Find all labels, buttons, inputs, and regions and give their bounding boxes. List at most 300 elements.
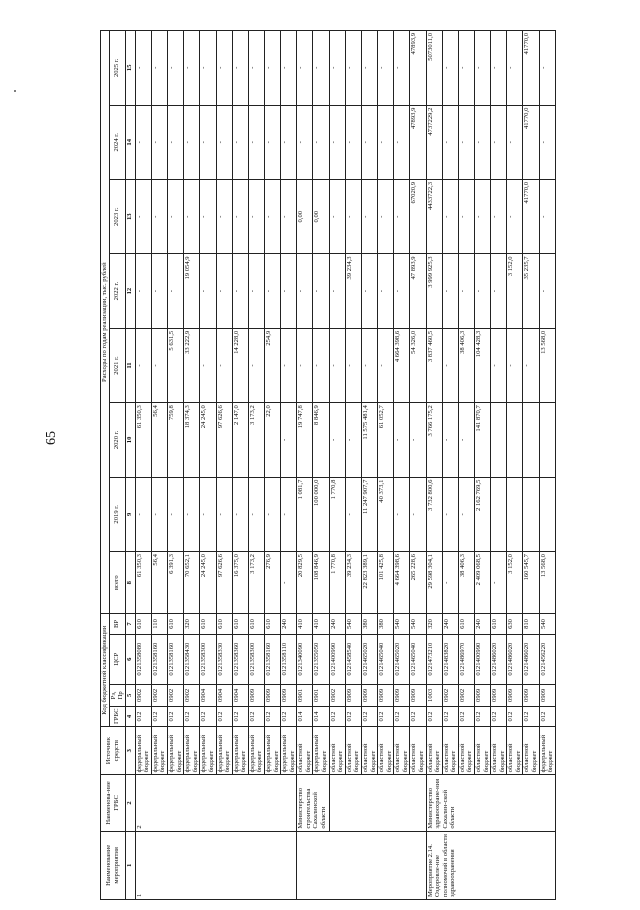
total-cell: 13 568,0 — [539, 552, 555, 614]
grbs-cell: 012 — [507, 706, 523, 726]
year-value-cell: 39 234,3 — [345, 254, 361, 328]
year-value-cell: 19 054,9 — [184, 254, 200, 328]
year-value-cell: - — [232, 254, 248, 328]
header-year: 2020 г. — [109, 403, 125, 477]
year-value-cell: 40 373,1 — [378, 477, 394, 551]
year-value-cell: - — [539, 254, 555, 328]
csr-cell: 0121355050 — [313, 634, 329, 684]
year-value-cell: - — [523, 328, 539, 402]
year-value-cell: - — [200, 105, 216, 179]
header-year: 2019 г. — [109, 477, 125, 551]
column-index-cell: 10 — [125, 403, 135, 477]
table-row — [135, 31, 151, 900]
source-cell: областной бюджет — [523, 727, 539, 775]
vr-cell: 610 — [216, 614, 232, 634]
csr-cell: 0121465020 — [361, 634, 377, 684]
year-value-cell — [491, 477, 507, 551]
year-value-cell: - — [216, 105, 232, 179]
total-cell: 56,4 — [151, 552, 167, 614]
year-value-cell: - — [232, 105, 248, 179]
year-value-cell: - — [329, 328, 345, 402]
column-index-cell: 9 — [125, 477, 135, 551]
header-name: Наименование мероприятия — [101, 831, 126, 899]
year-value-cell: - — [442, 254, 458, 328]
year-value-cell: - — [151, 477, 167, 551]
rzpr-cell: 0909 — [248, 684, 264, 706]
table-row — [264, 31, 280, 900]
year-value-cell: 100 000,0 — [313, 477, 329, 551]
year-value-cell: 4737229,2 — [426, 105, 442, 179]
year-value-cell: 41770,0 — [523, 31, 539, 106]
year-value-cell: - — [491, 180, 507, 254]
year-value-cell: 97 626,6 — [216, 403, 232, 477]
rzpr-cell: 0909 — [281, 684, 297, 706]
csr-cell: 0121340090 — [297, 634, 313, 684]
year-value-cell: - — [264, 180, 280, 254]
total-cell: - — [281, 552, 297, 614]
table-header — [101, 31, 136, 900]
total-cell: 265 228,6 — [410, 552, 426, 614]
total-cell: 108 846,9 — [313, 552, 329, 614]
year-value-cell: - — [329, 403, 345, 477]
csr-cell: 0121358330 — [216, 634, 232, 684]
year-value-cell: - — [442, 328, 458, 402]
year-value-cell: - — [345, 477, 361, 551]
vr-cell: 240 — [281, 614, 297, 634]
total-cell: 61 350,3 — [135, 552, 151, 614]
year-value-cell: 5 631,5 — [168, 328, 184, 402]
rzpr-cell: 0909 — [264, 684, 280, 706]
year-value-cell: - — [135, 254, 151, 328]
year-value-cell — [539, 403, 555, 477]
year-value-cell: - — [507, 180, 523, 254]
year-value-cell: - — [297, 31, 313, 106]
grbs-cell: 012 — [168, 706, 184, 726]
year-value-cell: 5073011,0 — [426, 31, 442, 106]
year-value-cell: - — [507, 31, 523, 106]
csr-cell: 0121465040 — [410, 634, 426, 684]
table-row — [232, 31, 248, 900]
year-value-cell: - — [345, 105, 361, 179]
csr-cell: 0121400990 — [475, 634, 491, 684]
year-value-cell: 35 235,7 — [523, 254, 539, 328]
table-row — [329, 31, 345, 900]
header-total: всего — [109, 552, 125, 614]
header-year: 2024 г. — [109, 105, 125, 179]
year-value-cell: - — [378, 105, 394, 179]
table-row — [248, 31, 264, 900]
grbs-cell: 012 — [491, 706, 507, 726]
year-value-cell: - — [539, 105, 555, 179]
column-index-cell: 8 — [125, 552, 135, 614]
csr-cell: 0121400990 — [329, 634, 345, 684]
year-value-cell: - — [168, 180, 184, 254]
year-value-cell: - — [281, 477, 297, 551]
year-value-cell: - — [313, 254, 329, 328]
year-value-cell: - — [313, 105, 329, 179]
year-value-cell: - — [151, 31, 167, 106]
grbs-cell: 012 — [378, 706, 394, 726]
year-value-cell: - — [361, 105, 377, 179]
year-value-cell: - — [475, 180, 491, 254]
year-value-cell: 41770,0 — [523, 105, 539, 179]
year-value-cell: - — [378, 254, 394, 328]
csr-cell: 0121465040 — [378, 634, 394, 684]
year-value-cell: - — [151, 254, 167, 328]
source-cell: областной бюджет — [297, 727, 313, 775]
grbs-cell: 012 — [264, 706, 280, 726]
rzpr-cell: 0909 — [394, 684, 410, 706]
year-value-cell: - — [378, 31, 394, 106]
rotated-table-wrapper — [100, 30, 630, 900]
grbs-cell: 012 — [200, 706, 216, 726]
table-row — [216, 31, 232, 900]
year-value-cell: 19 747,8 — [297, 403, 313, 477]
vr-cell: 610 — [248, 614, 264, 634]
source-cell: областной бюджет — [475, 727, 491, 775]
year-value-cell: - — [394, 180, 410, 254]
year-value-cell: - — [248, 31, 264, 106]
vr-cell: 240 — [442, 614, 458, 634]
year-value-cell: - — [281, 31, 297, 106]
source-cell: областной бюджет — [458, 727, 474, 775]
grbs-cell: 012 — [248, 706, 264, 726]
year-value-cell: - — [248, 477, 264, 551]
vr-cell: 540 — [539, 614, 555, 634]
rzpr-cell: 0909 — [345, 684, 361, 706]
year-value-cell: - — [200, 328, 216, 402]
table-row — [345, 31, 361, 900]
year-value-cell: 3 152,0 — [507, 254, 523, 328]
vr-cell: 320 — [426, 614, 442, 634]
year-value-cell: - — [216, 180, 232, 254]
year-value-cell: - — [313, 31, 329, 106]
grbs-cell: 014 — [313, 706, 329, 726]
year-value-cell: - — [248, 105, 264, 179]
year-value-cell: - — [135, 105, 151, 179]
page-number: 65 — [44, 431, 59, 445]
csr-cell: 0121358080 — [135, 634, 151, 684]
rzpr-cell: 0902 — [184, 684, 200, 706]
vr-cell: 240 — [329, 614, 345, 634]
year-value-cell: - — [539, 31, 555, 106]
source-cell: федеральный бюджет — [184, 727, 200, 775]
vr-cell: 240 — [475, 614, 491, 634]
year-value-cell: - — [345, 180, 361, 254]
table-row — [491, 31, 507, 900]
rzpr-cell: 0901 — [297, 684, 313, 706]
year-value-cell: - — [345, 328, 361, 402]
event-name-cell: 1 — [135, 831, 297, 899]
source-cell: областной бюджет — [507, 727, 523, 775]
csr-cell: 0121358160 — [168, 634, 184, 684]
rzpr-cell: 0904 — [232, 684, 248, 706]
source-cell: федеральный бюджет — [539, 727, 555, 775]
year-value-cell: - — [232, 31, 248, 106]
year-value-cell: - — [135, 180, 151, 254]
csr-cell: 0121486020 — [491, 634, 507, 684]
year-value-cell: 13 568,0 — [539, 328, 555, 402]
source-cell: областной бюджет — [361, 727, 377, 775]
year-value-cell: - — [475, 31, 491, 106]
year-value-cell: 61 052,7 — [378, 403, 394, 477]
table-row — [168, 31, 184, 900]
year-value-cell: 141 870,7 — [475, 403, 491, 477]
csr-cell: 0121358160 — [151, 634, 167, 684]
year-value-cell: 3 999 925,3 — [426, 254, 442, 328]
column-index-cell: 7 — [125, 614, 135, 634]
column-index-cell: 14 — [125, 105, 135, 179]
year-value-cell: 38 406,3 — [458, 328, 474, 402]
rzpr-cell: 0902 — [442, 684, 458, 706]
table-row — [313, 31, 329, 900]
year-value-cell: 0,00 — [313, 180, 329, 254]
column-index-cell: 5 — [125, 684, 135, 706]
year-value-cell: - — [232, 180, 248, 254]
total-cell: 16 375,0 — [232, 552, 248, 614]
total-cell: 1 770,8 — [329, 552, 345, 614]
year-value-cell — [539, 477, 555, 551]
year-value-cell: 22,0 — [264, 403, 280, 477]
vr-cell: 320 — [184, 614, 200, 634]
grbs-cell: 012 — [523, 706, 539, 726]
table-row — [458, 31, 474, 900]
year-value-cell — [507, 403, 523, 477]
source-cell: областной бюджет — [394, 727, 410, 775]
table-row — [281, 31, 297, 900]
year-value-cell: - — [329, 31, 345, 106]
year-value-cell: - — [361, 328, 377, 402]
header-year: 2023 г. — [109, 180, 125, 254]
year-value-cell: 56,4 — [151, 403, 167, 477]
vr-cell: 610 — [264, 614, 280, 634]
grbs-cell: 012 — [216, 706, 232, 726]
rzpr-cell: 1003 — [426, 684, 442, 706]
source-cell: федеральный бюджет — [200, 727, 216, 775]
year-value-cell: - — [248, 254, 264, 328]
year-value-cell: 3 732 800,6 — [426, 477, 442, 551]
table-row — [507, 31, 523, 900]
year-value-cell: 54 326,0 — [410, 328, 426, 402]
year-value-cell: 4433722,3 — [426, 180, 442, 254]
total-cell: - — [442, 552, 458, 614]
year-value-cell: - — [361, 31, 377, 106]
year-value-cell: 14 228,0 — [232, 328, 248, 402]
grbs-cell: 012 — [151, 706, 167, 726]
column-index-row — [125, 31, 135, 900]
total-cell: 3 152,0 — [507, 552, 523, 614]
year-value-cell: - — [345, 31, 361, 106]
year-value-cell: 11 575 481,4 — [361, 403, 377, 477]
table-row — [523, 31, 539, 900]
rzpr-cell: 0909 — [491, 684, 507, 706]
vr-cell: 610 — [458, 614, 474, 634]
csr-cell: 0121473210 — [426, 634, 442, 684]
source-cell: федеральный бюджет — [232, 727, 248, 775]
vr-cell: 380 — [361, 614, 377, 634]
year-value-cell: - — [442, 31, 458, 106]
year-value-cell: - — [507, 328, 523, 402]
total-cell: 160 545,7 — [523, 552, 539, 614]
column-index-cell: 1 — [125, 831, 135, 899]
column-index-cell: 4 — [125, 706, 135, 726]
csr-cell: 0121465020 — [394, 634, 410, 684]
year-value-cell: - — [458, 403, 474, 477]
year-value-cell: - — [281, 403, 297, 477]
vr-cell: 410 — [297, 614, 313, 634]
year-value-cell: - — [297, 254, 313, 328]
year-value-cell: - — [264, 254, 280, 328]
year-value-cell: - — [264, 31, 280, 106]
year-value-cell: 759,8 — [168, 403, 184, 477]
year-value-cell: - — [248, 328, 264, 402]
vr-cell: 540 — [410, 614, 426, 634]
vr-cell: 110 — [151, 614, 167, 634]
year-value-cell — [491, 403, 507, 477]
vr-cell: 540 — [394, 614, 410, 634]
event-name-cell — [297, 831, 426, 899]
rzpr-cell: 0901 — [313, 684, 329, 706]
year-value-cell: - — [394, 254, 410, 328]
year-value-cell: - — [458, 254, 474, 328]
vr-cell: 610 — [135, 614, 151, 634]
csr-cell: 0121456220 — [539, 634, 555, 684]
total-cell: 20 829,5 — [297, 552, 313, 614]
year-value-cell: - — [475, 105, 491, 179]
total-cell: 97 626,6 — [216, 552, 232, 614]
year-value-cell: 2 147,0 — [232, 403, 248, 477]
year-value-cell: - — [168, 105, 184, 179]
grbs-name-cell: Министерство строительства Сахалинской области — [297, 775, 329, 831]
year-value-cell: 3 766 175,2 — [426, 403, 442, 477]
header-year: 2022 г. — [109, 254, 125, 328]
year-value-cell: - — [168, 254, 184, 328]
year-value-cell: - — [378, 180, 394, 254]
grbs-cell: 012 — [232, 706, 248, 726]
year-value-cell: - — [394, 105, 410, 179]
year-value-cell: 0,00 — [297, 180, 313, 254]
source-cell: федеральный бюджет — [216, 727, 232, 775]
source-cell: федеральный бюджет — [313, 727, 329, 775]
rzpr-cell: 0909 — [507, 684, 523, 706]
year-value-cell: - — [216, 31, 232, 106]
year-value-cell: - — [410, 477, 426, 551]
year-value-cell: - — [410, 403, 426, 477]
header-rzpr: Рз, Пр — [109, 684, 125, 706]
header-kbk: Код бюджетной классификации — [101, 614, 110, 727]
year-value-cell: - — [135, 31, 151, 106]
source-cell: областной бюджет — [345, 727, 361, 775]
total-cell: 101 425,8 — [378, 552, 394, 614]
header-grbs: ГРБС — [109, 706, 125, 726]
year-value-cell: - — [491, 105, 507, 179]
grbs-cell: 012 — [410, 706, 426, 726]
source-cell: федеральный бюджет — [248, 727, 264, 775]
header-expenses: Расходы по годам реализации, тыс. рублей — [101, 31, 110, 614]
rzpr-cell: 0904 — [216, 684, 232, 706]
rzpr-cell: 0902 — [168, 684, 184, 706]
vr-cell: 540 — [345, 614, 361, 634]
year-value-cell: - — [135, 328, 151, 402]
column-index-cell: 3 — [125, 727, 135, 775]
table-row — [361, 31, 377, 900]
table-row — [539, 31, 555, 900]
year-value-cell: - — [281, 254, 297, 328]
year-value-cell: 41770,0 — [523, 180, 539, 254]
year-value-cell: - — [329, 180, 345, 254]
column-index-cell: 11 — [125, 328, 135, 402]
year-value-cell: - — [458, 477, 474, 551]
total-cell: 276,9 — [264, 552, 280, 614]
source-cell: областной бюджет — [378, 727, 394, 775]
table-row — [394, 31, 410, 900]
grbs-name-cell: Министерство здравоохране-ния Сахалин-ской области — [426, 775, 555, 831]
header-source: Источник средств — [101, 727, 126, 775]
vr-cell: 610 — [200, 614, 216, 634]
csr-cell: 0121358300 — [248, 634, 264, 684]
year-value-cell: - — [200, 180, 216, 254]
source-cell: федеральный бюджет — [151, 727, 167, 775]
csr-cell: 0121458540 — [345, 634, 361, 684]
rzpr-cell: 0902 — [458, 684, 474, 706]
source-cell: областной бюджет — [426, 727, 442, 775]
total-cell: 24 245,0 — [200, 552, 216, 614]
event-name-cell: Мероприятие 2.14. Оздоровле-ние полномочий в области здравоохранения — [426, 831, 555, 899]
year-value-cell: - — [184, 180, 200, 254]
year-value-cell: 24 245,0 — [200, 403, 216, 477]
grbs-cell: 012 — [539, 706, 555, 726]
year-value-cell: 47893,9 — [410, 31, 426, 106]
year-value-cell: - — [200, 477, 216, 551]
rzpr-cell: 0904 — [200, 684, 216, 706]
header-ggrbs: Наименова-ние ГРБС — [101, 775, 126, 831]
rzpr-cell: 0909 — [378, 684, 394, 706]
year-value-cell: 67020,9 — [410, 180, 426, 254]
year-value-cell — [507, 477, 523, 551]
grbs-cell: 012 — [345, 706, 361, 726]
year-value-cell: 1 081,7 — [297, 477, 313, 551]
source-cell: федеральный бюджет — [264, 727, 280, 775]
table-row — [297, 31, 313, 900]
csr-cell: 0121486020 — [523, 634, 539, 684]
year-value-cell: - — [491, 254, 507, 328]
year-value-cell: - — [378, 328, 394, 402]
rzpr-cell: 0909 — [523, 684, 539, 706]
grbs-cell: 012 — [394, 706, 410, 726]
table-body — [135, 31, 555, 900]
header-year: 2021 г. — [109, 328, 125, 402]
total-cell: 2 409 068,5 — [475, 552, 491, 614]
header-year: 2025 г. — [109, 31, 125, 106]
total-cell: 3 173,2 — [248, 552, 264, 614]
source-cell: федеральный бюджет — [135, 727, 151, 775]
grbs-cell: 012 — [442, 706, 458, 726]
year-value-cell: - — [151, 328, 167, 402]
year-value-cell: - — [475, 254, 491, 328]
total-cell: 6 391,3 — [168, 552, 184, 614]
grbs-cell: 012 — [458, 706, 474, 726]
year-value-cell: - — [345, 403, 361, 477]
year-value-cell: - — [491, 328, 507, 402]
year-value-cell: - — [442, 180, 458, 254]
year-value-cell: - — [313, 328, 329, 402]
year-value-cell: - — [361, 180, 377, 254]
year-value-cell: 11 247 907,7 — [361, 477, 377, 551]
csr-cell: 0121358430 — [184, 634, 200, 684]
column-index-cell: 2 — [125, 775, 135, 831]
year-value-cell: - — [394, 477, 410, 551]
year-value-cell — [523, 477, 539, 551]
